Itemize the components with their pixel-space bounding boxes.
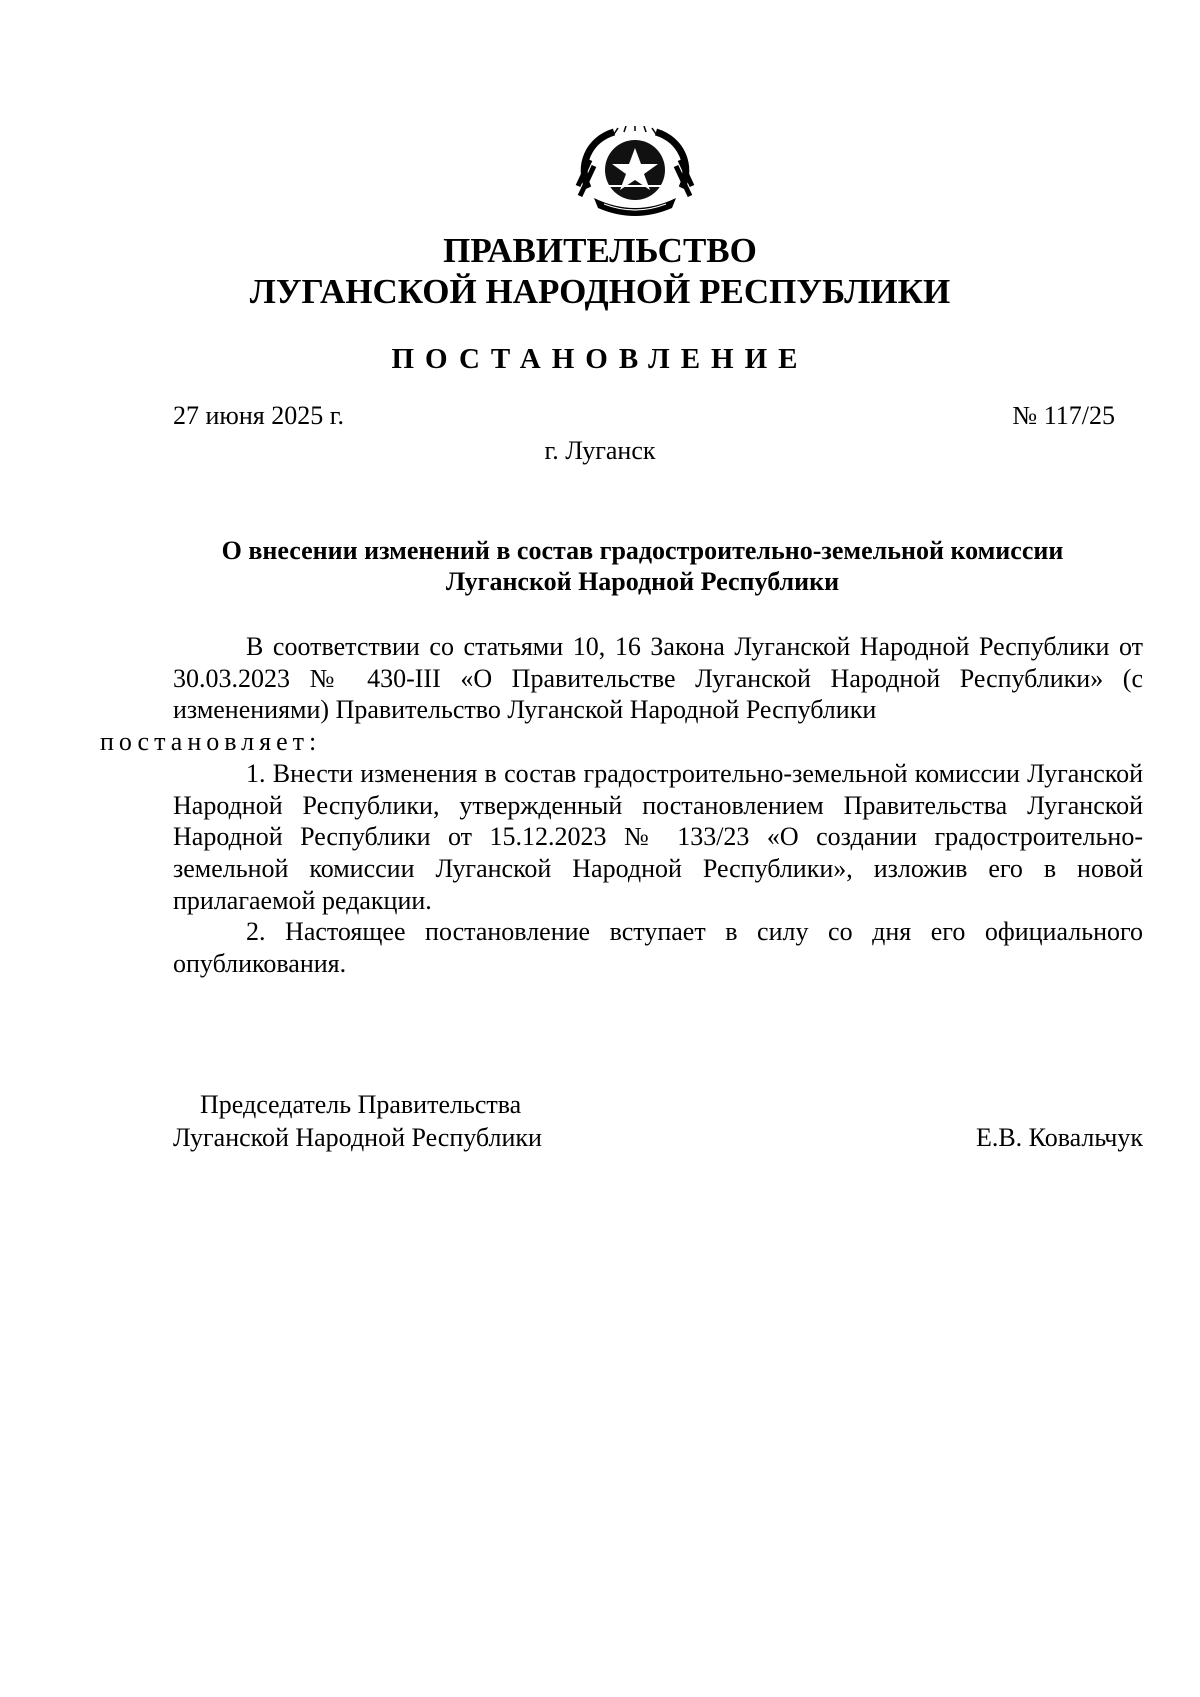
signatory-position: [173, 1088, 542, 1154]
document-date: 27 июня 2025 г.: [173, 401, 344, 430]
document-city: г. Луганск: [544, 436, 656, 465]
title-line-1: О внесении изменений в состав градостроительно-земельной комиссии: [221, 536, 1064, 565]
item-1-paragraph: 1. Внести изменения в состав градостроительно-земельной комиссии Луганской Народной Республики, утвержденный постановлением Правительства Луганской Народной Республики от 15.12.2023 № 133/23 «О создании градостроительно-земельной комиссии Луганской Народной Республики», изложив его в новой прилагаемой редакции.: [173, 758, 1143, 915]
coat-of-arms-emblem-icon: [574, 126, 696, 216]
organization-name: [0, 230, 1200, 312]
position-line-1: Председатель Правительства: [200, 1090, 522, 1119]
signatory-name: Е.В. Ковальчук: [975, 1123, 1143, 1152]
document-body: [100, 631, 1143, 980]
item-2-paragraph: 2. Настоящее постановление вступает в силу со дня его официального опубликования.: [173, 917, 1143, 979]
title-line-2: Луганской Народной Республики: [445, 567, 840, 596]
decree-word: постановляет:: [100, 727, 322, 757]
preamble-text: В соответствии со статьями 10, 16 Закона Луганской Народной Республики от 30.03.2023 № 430-III «О Правительстве Луганской Народной Республики» (с изменениями) Правительство Луганской Народной Республики: [173, 632, 1143, 725]
document-number: № 117/25: [1012, 401, 1115, 430]
document-title: [170, 535, 1115, 597]
document-type: ПОСТАНОВЛЕНИЕ: [391, 343, 809, 375]
preamble-paragraph: [100, 631, 1143, 758]
org-line-2: ЛУГАНСКОЙ НАРОДНОЙ РЕСПУБЛИКИ: [249, 272, 951, 311]
position-line-2: Луганской Народной Республики: [173, 1123, 542, 1152]
org-line-1: ПРАВИТЕЛЬСТВО: [443, 231, 757, 270]
